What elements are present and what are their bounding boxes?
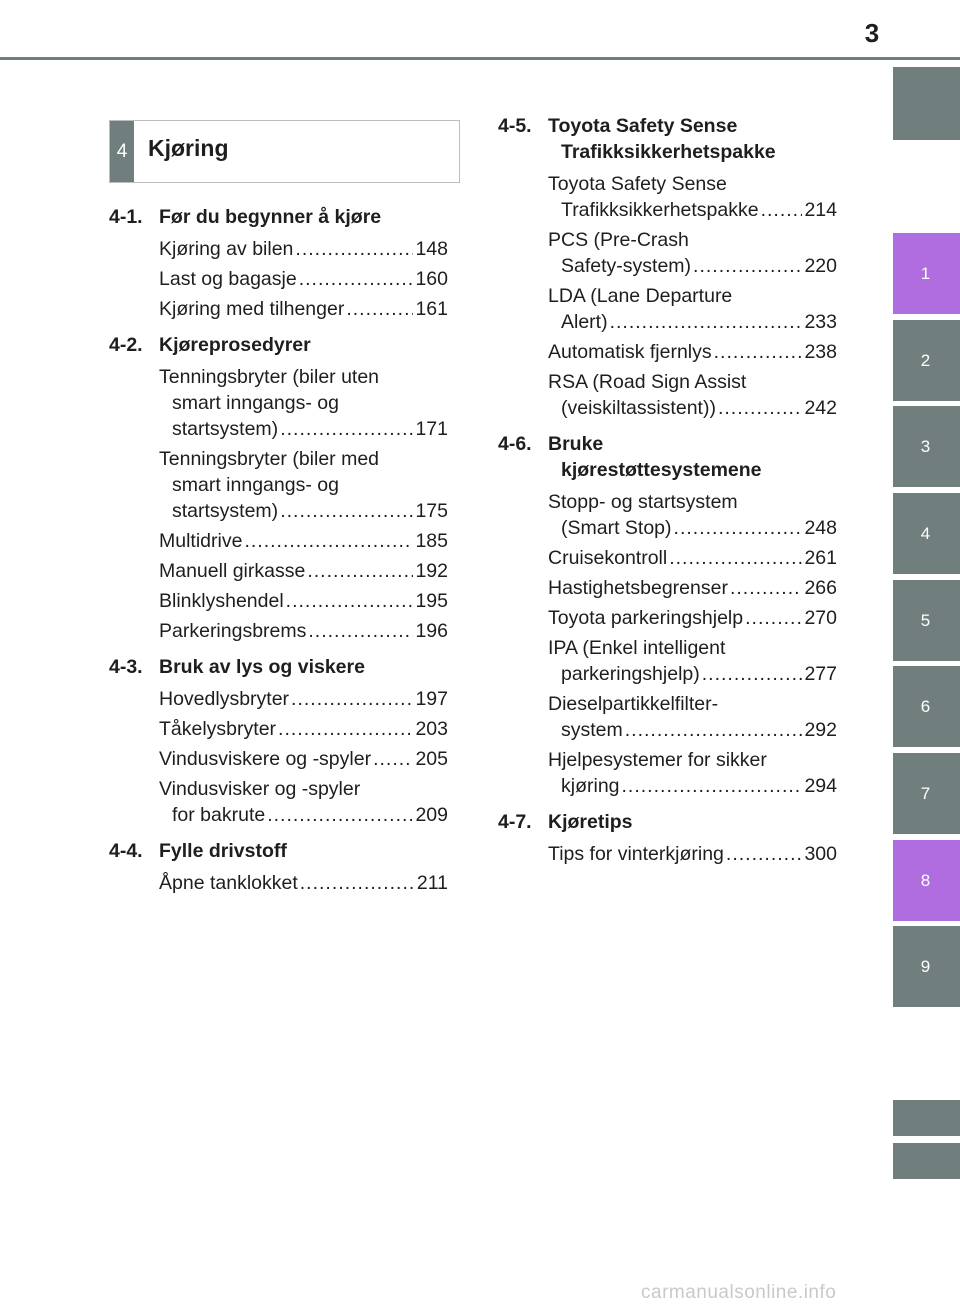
toc-entry-title: Hjelpesystemer for sikker	[548, 749, 767, 771]
toc-entry-title: Parkeringsbrems	[159, 620, 307, 642]
toc-section-number: 4-5.	[498, 115, 532, 137]
section-tab-8[interactable]: 8	[893, 840, 960, 921]
toc-entry-page: 220	[804, 255, 837, 277]
dot-leader	[718, 395, 803, 421]
dot-leader	[278, 716, 413, 742]
dot-leader	[286, 588, 414, 614]
toc-entry-title: Alert)	[561, 311, 608, 333]
toc-section-title: Kjøreprosedyrer	[159, 334, 311, 356]
toc-entry[interactable]	[548, 227, 837, 279]
toc-entry[interactable]	[548, 605, 837, 631]
dot-leader	[280, 498, 413, 524]
toc-entry-title: Trafikksikkerhetspakke	[561, 199, 759, 221]
toc-entry-title: smart inngangs- og	[172, 474, 339, 496]
dot-leader	[300, 870, 415, 896]
watermark: carmanualsonline.info	[641, 1282, 837, 1303]
section-tab-blank[interactable]	[893, 1100, 960, 1136]
toc-entry-title: (veiskiltassistent))	[561, 397, 716, 419]
toc-entry-title: Tåkelysbryter	[159, 718, 277, 740]
toc-entry-title: Tenningsbryter (biler uten	[159, 366, 380, 388]
toc-entry-title: kjøring	[561, 775, 620, 797]
toc-section-number: 4-6.	[498, 433, 532, 455]
toc-entry[interactable]	[548, 171, 837, 223]
toc-entry-page: 185	[415, 530, 448, 552]
dot-leader	[373, 746, 413, 772]
dot-leader	[702, 661, 803, 687]
toc-section-title: Fylle drivstoff	[159, 840, 287, 862]
toc-entry-title: Kjøring av bilen	[159, 238, 294, 260]
toc-entry-title: Manuell girkasse	[159, 560, 306, 582]
toc-entry[interactable]	[159, 776, 448, 828]
section-tab-3[interactable]: 3	[893, 406, 960, 487]
toc-entry-title: Multidrive	[159, 530, 243, 552]
toc-entry[interactable]	[159, 446, 448, 524]
toc-entry-title: Åpne tanklokket	[159, 872, 298, 894]
section-tab-6[interactable]: 6	[893, 666, 960, 747]
toc-entry[interactable]	[548, 339, 837, 365]
toc-section-title: Toyota Safety Sense	[548, 115, 738, 137]
toc-entry[interactable]	[548, 575, 837, 601]
toc-entry-page: 300	[804, 843, 837, 865]
toc-section-number: 4-2.	[109, 334, 143, 356]
toc-entry-title: Stopp- og startsystem	[548, 491, 738, 513]
toc-entry-title: Kjøring med tilhenger	[159, 298, 345, 320]
toc-entry-title: startsystem)	[172, 418, 279, 440]
toc-entry[interactable]	[548, 545, 837, 571]
toc-entry[interactable]	[548, 747, 837, 799]
toc-entry-page: 175	[415, 500, 448, 522]
toc-section-title: Bruke	[548, 433, 604, 455]
toc-section[interactable]	[498, 433, 837, 485]
dot-leader	[674, 515, 803, 541]
toc-entry-page: 195	[415, 590, 448, 612]
toc-entry-title: Safety-system)	[561, 255, 692, 277]
toc-entry[interactable]	[159, 618, 448, 644]
toc-entry-page: 242	[804, 397, 837, 419]
toc-entry-page: 196	[415, 620, 448, 642]
toc-section-title: kjørestøttesystemene	[561, 459, 762, 481]
toc-entry-page: 266	[804, 577, 837, 599]
section-tab-blank[interactable]	[893, 1143, 960, 1179]
toc-entry-title: Toyota parkeringshjelp	[548, 607, 744, 629]
dot-leader	[280, 416, 413, 442]
toc-entry-title: Toyota Safety Sense	[548, 173, 727, 195]
toc-section-number: 4-1.	[109, 206, 143, 228]
toc-section-title: Før du begynner å kjøre	[159, 206, 382, 228]
toc-entry-page: 161	[415, 298, 448, 320]
toc-entry[interactable]	[159, 746, 448, 772]
toc-entry[interactable]	[548, 635, 837, 687]
section-tabs	[893, 0, 960, 1308]
toc-section[interactable]	[109, 334, 448, 360]
toc-entry-title: Cruisekontroll	[548, 547, 668, 569]
dot-leader	[714, 339, 803, 365]
dot-leader	[726, 841, 803, 867]
toc-entry[interactable]	[548, 369, 837, 421]
dot-leader	[669, 545, 802, 571]
toc-entry-title: Tips for vinterkjøring	[548, 843, 724, 865]
toc-entry[interactable]	[159, 236, 448, 262]
section-tab-2[interactable]: 2	[893, 320, 960, 401]
section-tab-4[interactable]: 4	[893, 493, 960, 574]
section-tab-1[interactable]: 1	[893, 233, 960, 314]
dot-leader	[610, 309, 803, 335]
toc-entry-title: Hovedlysbryter	[159, 688, 290, 710]
toc-section[interactable]	[498, 811, 837, 837]
toc-entry-page: 209	[415, 804, 448, 826]
toc-section[interactable]	[109, 206, 448, 232]
toc-entry[interactable]	[548, 841, 837, 867]
toc-entry[interactable]	[159, 528, 448, 554]
section-tab-5[interactable]: 5	[893, 580, 960, 661]
toc-entry-title: (Smart Stop)	[561, 517, 672, 539]
toc-entry[interactable]	[159, 588, 448, 614]
toc-entry-title: Automatisk fjernlys	[548, 341, 712, 363]
toc-entry-page: 270	[804, 607, 837, 629]
dot-leader	[693, 253, 802, 279]
toc-entry[interactable]	[159, 686, 448, 712]
toc-entry-title: LDA (Lane Departure	[548, 285, 733, 307]
toc-entry[interactable]	[159, 558, 448, 584]
toc-section[interactable]	[109, 656, 448, 682]
toc-entry-title: startsystem)	[172, 500, 279, 522]
toc-section-number: 4-3.	[109, 656, 143, 678]
toc-entry-page: 197	[415, 688, 448, 710]
dot-leader	[761, 197, 803, 223]
chapter-header	[109, 120, 460, 183]
toc-entry-title: for bakrute	[172, 804, 266, 826]
toc-entry[interactable]	[159, 266, 448, 292]
toc-entry[interactable]	[159, 296, 448, 322]
dot-leader	[244, 528, 413, 554]
dot-leader	[625, 717, 803, 743]
toc-entry-title: Hastighetsbegrenser	[548, 577, 728, 599]
toc-entry-page: 248	[804, 517, 837, 539]
toc-section-title: Trafikksikkerhetspakke	[561, 141, 776, 163]
chapter-number: 4	[110, 121, 134, 182]
toc-entry-title: PCS (Pre-Crash	[548, 229, 689, 251]
toc-section-number: 4-7.	[498, 811, 532, 833]
toc-section[interactable]	[498, 115, 837, 167]
toc-entry-page: 211	[416, 872, 448, 894]
toc-section-title: Kjøretips	[548, 811, 633, 833]
dot-leader	[622, 773, 803, 799]
toc-entry-page: 277	[804, 663, 837, 685]
dot-leader	[267, 802, 413, 828]
toc-section-title: Bruk av lys og viskere	[159, 656, 365, 678]
toc-entry[interactable]	[159, 870, 448, 896]
dot-leader	[295, 236, 413, 262]
toc-entry-page: 233	[804, 311, 837, 333]
toc-entry[interactable]	[548, 691, 837, 743]
toc-entry-page: 205	[415, 748, 448, 770]
section-tab-9[interactable]: 9	[893, 926, 960, 1007]
toc-entry-page: 214	[804, 199, 837, 221]
dot-leader	[745, 605, 802, 631]
toc-entry-page: 148	[415, 238, 448, 260]
toc-entry-page: 160	[415, 268, 448, 290]
toc-entry-title: Vindusviskere og -spyler	[159, 748, 372, 770]
toc-entry[interactable]	[548, 283, 837, 335]
dot-leader	[308, 618, 413, 644]
toc-entry-title: parkeringshjelp)	[561, 663, 700, 685]
top-rule	[0, 57, 960, 60]
toc-entry-title: RSA (Road Sign Assist	[548, 371, 747, 393]
toc-entry-title: smart inngangs- og	[172, 392, 339, 414]
toc-entry-page: 203	[415, 718, 448, 740]
toc-entry-title: Tenningsbryter (biler med	[159, 448, 380, 470]
chapter-title: Kjøring	[148, 135, 229, 161]
toc-entry-page: 171	[415, 418, 448, 440]
toc-section-number: 4-4.	[109, 840, 143, 862]
dot-leader	[299, 266, 414, 292]
section-tab-7[interactable]: 7	[893, 753, 960, 834]
toc-entry-page: 294	[804, 775, 837, 797]
toc-entry[interactable]	[159, 716, 448, 742]
toc-entry-page: 292	[804, 719, 837, 741]
toc-entry[interactable]	[548, 489, 837, 541]
dot-leader	[291, 686, 413, 712]
toc-entry-page: 261	[804, 547, 837, 569]
toc-entry-title: Dieselpartikkelfilter-	[548, 693, 719, 715]
toc-entry-title: Vindusvisker og -spyler	[159, 778, 361, 800]
dot-leader	[730, 575, 803, 601]
dot-leader	[307, 558, 413, 584]
toc-entry[interactable]	[159, 364, 448, 442]
toc-entry-title: Last og bagasje	[159, 268, 297, 290]
page-number: 3	[864, 18, 880, 48]
toc-entry-title: Blinklyshendel	[159, 590, 284, 612]
dot-leader	[346, 296, 413, 322]
toc-section[interactable]	[109, 840, 448, 866]
toc-entry-page: 192	[415, 560, 448, 582]
toc-entry-page: 238	[804, 341, 837, 363]
section-tab-blank[interactable]	[893, 67, 960, 140]
toc-entry-title: IPA (Enkel intelligent	[548, 637, 726, 659]
toc-entry-title: system	[561, 719, 623, 741]
